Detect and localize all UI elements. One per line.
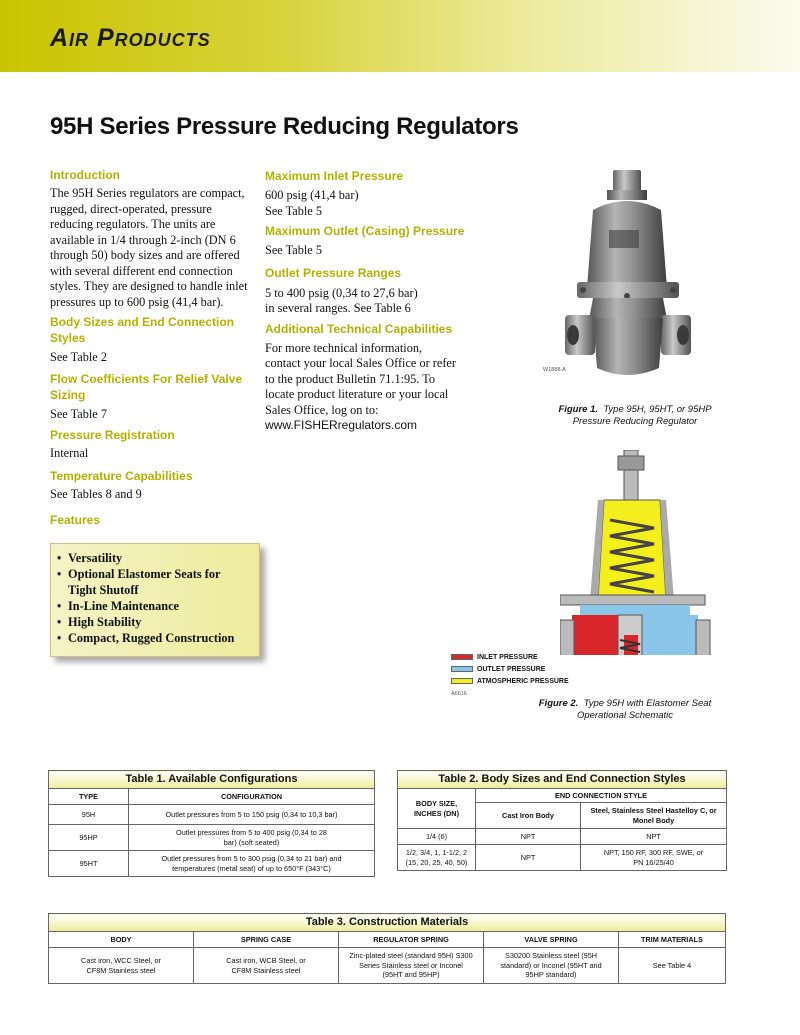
table-row: Cast iron, WCC Steel, or CF8M Stainless steel Cast iron, WCB Steel, or CF8M Stainless steel Zinc-plated steel (standard 95H) S300 Series Stainless steel or Inconel (95HT and 95HP) S30200 Stainless steel (95H standard) or Inconel (95HT and 95HP standard) See Table 4 [49,948,726,984]
additional-capabilities-text: For more technical information, contact your local Sales Office or refer to the product Bulletin 71.1:95. To locate product literature or your local Sales Office, log on to: [265,340,456,417]
website-link[interactable]: www.FISHERregulators.com [265,418,418,432]
body-sizes-heading: Body Sizes and End Connection Styles [50,315,235,345]
table-row: 95HP Outlet pressures from 5 to 400 psig (0,34 to 28 bar) (soft seated) [49,825,375,851]
intro-heading: Introduction [50,168,120,182]
max-outlet-text: See Table 5 [265,243,322,257]
table2-header-end-connection: END CONNECTION STYLE [476,789,727,803]
table2-subheader-cast-iron: Cast Iron Body [476,803,581,829]
feature-item: • Versatility [57,551,123,565]
feature-item: • Optional Elastomer Seats for Tight Shutoff [57,567,221,597]
max-inlet-heading: Maximum Inlet Pressure [265,169,404,183]
body-sizes-text: See Table 2 [50,350,107,364]
max-inlet-reference: See Table 5 [265,203,322,218]
legend-swatch [451,678,473,684]
legend-item-outlet: OUTLET PRESSURE [451,663,569,675]
table-row: 95H Outlet pressures from 5 to 150 psig (0,34 to 10,3 bar) [49,805,375,825]
table2-title: Table 2. Body Sizes and End Connection Styles [398,771,727,789]
table3-header-spring-case: SPRING CASE [194,932,339,948]
table2-subheader-steel: Steel, Stainless Steel Hastelloy C, or Monel Body [581,803,727,829]
table1-title: Table 1. Available Configurations [49,771,375,789]
table-body-sizes [397,770,727,871]
flow-text: See Table 7 [50,406,107,421]
figure2-code: A6616 [451,691,467,697]
regulator-photo [563,170,693,385]
table2-header-body-size: BODY SIZE, INCHES (DN) [398,789,476,829]
table-construction-materials [48,913,726,984]
table1-header-configuration: CONFIGURATION [129,789,375,805]
features-box [50,543,260,657]
temperature-text: See Tables 8 and 9 [50,486,142,501]
pressure-registration-heading: Pressure Registration [50,428,175,442]
table3-title: Table 3. Construction Materials [49,914,726,932]
feature-item: • Compact, Rugged Construction [57,631,235,645]
table3-header-body: BODY [49,932,194,948]
legend-item-atmospheric: ATMOSPHERIC PRESSURE [451,675,569,687]
intro-text: The 95H Series regulators are compact, rugged, direct-operated, pressure reducing regulators. The units are available in 1/4 through 2-inch (DN 6 through 50) body sizes and are offered with several different end connection styles. They are designed to handle inlet pressures up to 600 psig (41,4 bar). [50,186,248,309]
temperature-heading: Temperature Capabilities [50,468,193,483]
table1-header-type: TYPE [49,789,129,805]
legend-swatch [451,666,473,672]
left-column [50,167,255,531]
flow-heading: Flow Coefficients For Relief Valve Sizing [50,371,243,402]
banner-title: Air Products [50,24,211,52]
table3-header-valve-spring: VALVE SPRING [484,932,619,948]
page-title: 95H Series Pressure Reducing Regulators [50,113,519,140]
pressure-registration-text: Internal [50,446,89,460]
table-row: 95HT Outlet pressures from 5 to 300 psig (0,34 to 21 bar) and temperatures (metal seat) of up to 650°F (343°C) [49,851,375,877]
max-inlet-value: 600 psig (41,4 bar) [265,188,359,202]
table3-header-trim-materials: TRIM MATERIALS [619,932,726,948]
figure1-caption: Figure 1. Type 95H, 95HT, or 95HP Pressure Reducing Regulator [558,404,712,427]
table-row: 1/2, 3/4, 1, 1-1/2, 2 (15, 20, 25, 40, 50) NPT NPT, 150 RF, 300 RF, SWE, or PN 16/25/40 [398,845,727,871]
operational-schematic [560,450,730,655]
outlet-ranges-heading: Outlet Pressure Ranges [265,265,402,280]
figure2-caption: Figure 2. Type 95H with Elastomer Seat Operational Schematic [538,698,712,721]
outlet-ranges-value: 5 to 400 psig (0,34 to 27,6 bar) [265,285,418,300]
table-row: 1/4 (6) NPT NPT [398,829,727,845]
legend-item-inlet: INLET PRESSURE [451,651,569,663]
header-banner [0,0,800,72]
features-heading: Features [50,513,101,527]
additional-capabilities-heading: Additional Technical Capabilities [265,321,453,336]
feature-item: • High Stability [57,615,142,629]
table3-header-regulator-spring: REGULATOR SPRING [339,932,484,948]
middle-column [265,168,485,433]
feature-item: • In-Line Maintenance [57,599,180,613]
table-available-configurations [48,770,375,877]
max-outlet-heading: Maximum Outlet (Casing) Pressure [265,224,465,238]
figure1-code: W1888-A [543,367,566,373]
outlet-ranges-note: in several ranges. See Table 6 [265,301,411,315]
schematic-legend [451,651,569,687]
legend-swatch [451,654,473,660]
